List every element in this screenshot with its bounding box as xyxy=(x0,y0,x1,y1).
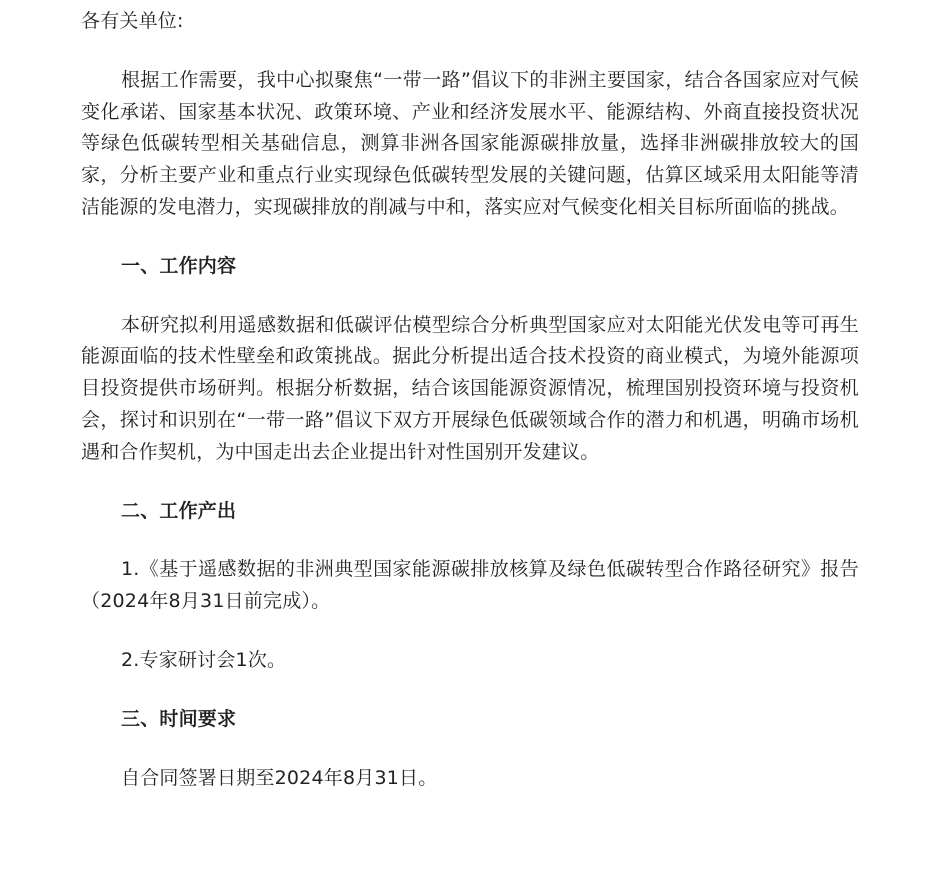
salutation: 各有关单位: xyxy=(81,10,184,32)
section-heading-work-content: 一、工作内容 xyxy=(121,254,237,277)
document-body xyxy=(81,6,859,794)
spacer xyxy=(81,677,859,704)
time-requirement-paragraph: 自合同签署日期至2024年8月31日。 xyxy=(121,766,438,789)
section-heading-work-output: 二、工作产出 xyxy=(121,499,237,522)
spacer xyxy=(81,38,859,65)
spacer xyxy=(81,283,859,310)
output-item-seminar: 2.专家研讨会1次。 xyxy=(121,648,287,671)
spacer xyxy=(81,469,859,496)
intro-paragraph: 根据工作需要，我中心拟聚焦“一带一路”倡议下的非洲主要国家，结合各国家应对气候变化承诺、国家基本状况、政策环境、产业和经济发展水平、能源结构、外商直接投资状况等绿色低碳转型相关基础信息，测算非洲各国家能源碳排放量，选择非洲碳排放较大的国家，分析主要产业和重点行业实现绿色低碳转型发展的关键问题，估算区域采用太阳能等清洁能源的发电潜力，实现碳排放的削减与中和，落实应对气候变化相关目标所面临的挑战。 xyxy=(81,68,859,218)
spacer xyxy=(81,224,859,251)
spacer xyxy=(81,618,859,645)
spacer xyxy=(81,736,859,763)
section-heading-time-requirement: 三、时间要求 xyxy=(121,707,237,730)
spacer xyxy=(81,527,859,554)
output-item-report: 1.《基于遥感数据的非洲典型国家能源碳排放核算及绿色低碳转型合作路径研究》报告（2024年8月31日前完成）。 xyxy=(81,558,859,613)
work-content-paragraph: 本研究拟利用遥感数据和低碳评估模型综合分析典型国家应对太阳能光伏发电等可再生能源面临的技术性壁垒和政策挑战。据此分析提出适合技术投资的商业模式，为境外能源项目投资提供市场研判。根据分析数据，结合该国能源资源情况，梳理国别投资环境与投资机会，探讨和识别在“一带一路”倡议下双方开展绿色低碳领域合作的潜力和机遇，明确市场机遇和合作契机，为中国走出去企业提出针对性国别开发建议。 xyxy=(81,313,859,463)
